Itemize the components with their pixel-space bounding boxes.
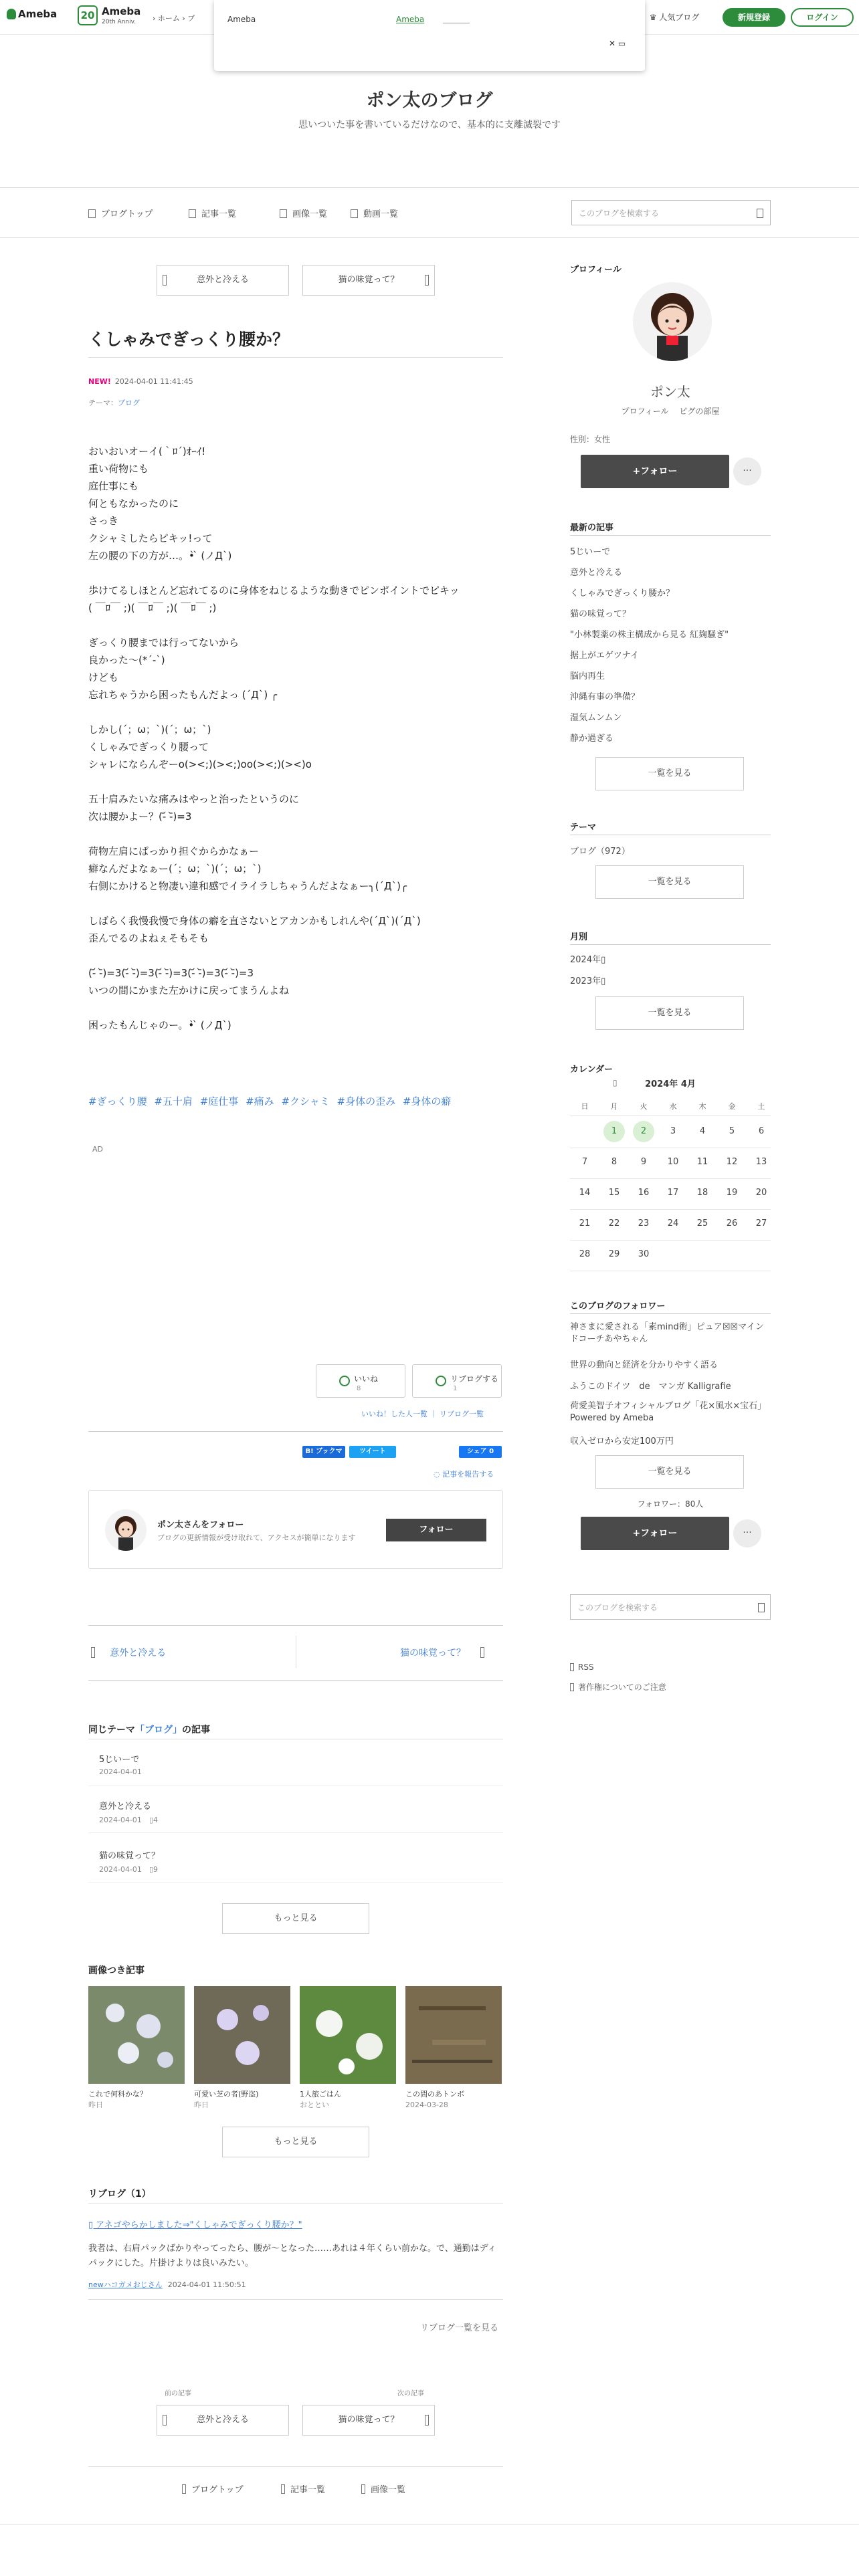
- profile-links: [570, 405, 771, 417]
- divider: [88, 1431, 503, 1432]
- hashtag[interactable]: #ぎっくり腰: [88, 1095, 147, 1107]
- hashtag[interactable]: #五十肩: [154, 1095, 193, 1107]
- reblog-heading: リブログ（1）: [88, 2189, 151, 2199]
- article-thumbnail[interactable]: [88, 1986, 185, 2084]
- theme-see-all-button[interactable]: 一覧を見る: [595, 865, 744, 899]
- same-theme-heading: 同じテーマ「ブログ」の記事: [88, 1725, 210, 1735]
- article-thumbnail[interactable]: [194, 1986, 290, 2084]
- calendar-weekday: 月: [610, 1102, 618, 1111]
- popup-label: Ameba: [227, 15, 256, 24]
- crown-icon: ♛: [649, 13, 660, 22]
- chevron-right-icon: [425, 2415, 429, 2426]
- like-button[interactable]: いいね 8: [316, 1364, 405, 1398]
- following-heading: このブログのフォロワー: [570, 1301, 666, 1311]
- bottom-nav-article-list[interactable]: 記事一覧: [281, 2482, 325, 2495]
- theme-item[interactable]: ブログ（972）: [570, 847, 630, 857]
- avatar[interactable]: [105, 1509, 147, 1551]
- thumbnail-caption[interactable]: この間のあトンボ 2024-03-28: [405, 2090, 464, 2109]
- divider: [88, 2203, 503, 2204]
- following-blog[interactable]: 荷愛美智子オフィシャルブログ「花×風水×宝石」Powered by Ameba: [570, 1401, 767, 1423]
- divider: [570, 1178, 771, 1179]
- expand-icon: ▯: [601, 976, 606, 986]
- comment-icon: ▯: [149, 1816, 153, 1824]
- follow-box-title: ポン太さんをフォロー: [157, 1520, 244, 1530]
- nav-video-list[interactable]: 動画一覧: [351, 207, 398, 219]
- anniversary-badge-icon: 20: [78, 5, 98, 25]
- document-icon: [570, 1683, 574, 1691]
- reblog-count: 1: [453, 1385, 458, 1392]
- search-icon[interactable]: [757, 209, 763, 218]
- article-body: おいおいオーイ(｀ﾛ´)ｵｰｲ! 重い荷物にも 庭仕事にも 何ともなかったのに さっき クシャミしたらピキッ!って 左の腰の下の方が…。•̀ ̀ (ノД`) 歩けてるしほとんど忘れてるのに身体をねじるような動きでピンポイントでピキッ ( ￣ﾛ￣ ;)( ￣ﾛ￣ ;)( ￣ﾛ￣ ;) ぎっくり腰までは行ってないから 良かった〜(*´-`) けども 忘れちゃうから困ったもんだよっ (´Д`) ╭ しかし(´；ω；`)(´；ω；`) くしゃみでぎっくり腰って シャレにならんぞーo(><;)(><;)oo(><;)(><)o 五十肩みたいな痛みはやっと治ったというのに 次は腰かよー？(-᷄ -᷅)=3 荷物左肩にばっかり担ぐからかなぁー 癖なんだよなぁー(´；ω；`)(´；ω；`) 右側にかけると物凄い違和感でイライラしちゃうんだよなぁー╮(´Д`)╭ しばらく我慢我慢で身体の癖を直さないとアカンかもしれんや(´Д`)(´Д`) 歪んでるのよねぇそもそも (-᷄ -᷅)=3(-᷄ -᷅)=3(-᷄ -᷅)=3(-᷄ -᷅)=3(-᷄ -᷅)=3 いつの間にかまた左かけに戻ってまうんよね 困ったもんじゃのー。•̀ ̀ (ノД`): [88, 445, 460, 1031]
- liked-list-link[interactable]: いいね！した人一覧: [361, 1410, 427, 1418]
- image-icon: [361, 2484, 365, 2494]
- following-blog[interactable]: 世界の動向と経済を分かりやすく語る: [570, 1360, 719, 1370]
- next-article-link[interactable]: 猫の味覚って？: [400, 1626, 484, 1680]
- calendar-day: 12: [726, 1157, 738, 1167]
- calendar-heading: カレンダー: [570, 1065, 613, 1075]
- chevron-left-icon: [163, 2415, 167, 2426]
- frog-icon: [7, 9, 16, 19]
- calendar-day: 21: [579, 1218, 591, 1228]
- ad-label: AD: [92, 1145, 103, 1154]
- like-count: 8: [357, 1385, 361, 1392]
- calendar-day: 25: [696, 1218, 708, 1228]
- divider: [88, 2299, 503, 2300]
- home-icon: [88, 209, 96, 218]
- hashtag[interactable]: #クシャミ: [281, 1095, 330, 1107]
- calendar-weekday: 水: [669, 1102, 677, 1111]
- calendar-day: 15: [608, 1188, 620, 1198]
- divider: [570, 1115, 771, 1116]
- image-icon: [280, 209, 287, 218]
- footer-divider: [0, 2524, 859, 2525]
- copyright-link[interactable]: 著作権についてのご注意: [570, 1681, 666, 1693]
- same-theme-item[interactable]: 猫の味覚って？ 2024-04-01 ▯9: [99, 1851, 161, 1874]
- reblog-list-link[interactable]: リブログ一覧を見る: [420, 2323, 499, 2333]
- reblog-icon: [436, 1376, 446, 1386]
- same-theme-item[interactable]: 意外と冷える 2024-04-01 ▯4: [99, 1802, 158, 1824]
- theme-heading: テーマ: [570, 823, 597, 833]
- pig-room-link[interactable]: ピグの部屋: [679, 407, 720, 416]
- recent-article[interactable]: くしゃみでぎっくり腰か？: [570, 588, 675, 599]
- blog-search-input[interactable]: このブログを検索する: [571, 200, 771, 225]
- video-icon: [351, 209, 358, 218]
- calendar-weekday: 火: [640, 1102, 648, 1111]
- reblog-link[interactable]: ▯ アネゴやらかしました⇒"くしゃみでぎっくり腰か？": [88, 2220, 302, 2230]
- register-button[interactable]: 新規登録: [723, 8, 785, 27]
- following-blog[interactable]: ふうこのドイツ de マンガ Kalligrafie: [570, 1382, 731, 1392]
- thumbnail-caption[interactable]: 1人旅ごはん おととい: [300, 2090, 341, 2109]
- article-theme: テーマ：ブログ: [88, 399, 140, 407]
- calendar-day: 22: [608, 1218, 620, 1228]
- calendar-day: 18: [696, 1188, 708, 1198]
- prev-article-link[interactable]: 意外と冷える: [91, 1626, 166, 1680]
- follow-box: [88, 1490, 503, 1569]
- image-articles-heading: 画像つき記事: [88, 1965, 145, 1976]
- breadcrumb[interactable]: › ホーム › ブ: [153, 14, 195, 23]
- nav-image-list[interactable]: 画像一覧: [280, 207, 327, 219]
- thumbnail-caption[interactable]: これで何科かな？ 昨日: [88, 2090, 147, 2109]
- search-icon[interactable]: [758, 1603, 765, 1612]
- divider: [88, 1832, 503, 1833]
- calendar-day: 14: [579, 1188, 591, 1198]
- month-item[interactable]: 2023年▯: [570, 976, 606, 986]
- calendar-day: 28: [579, 1249, 591, 1259]
- chevron-right-icon: [480, 1647, 484, 1658]
- calendar-weekday: 日: [581, 1102, 589, 1111]
- next-label: 次の記事: [397, 2390, 424, 2397]
- tweet-button[interactable]: ツイート: [349, 1446, 396, 1458]
- calendar-day[interactable]: 2: [633, 1121, 654, 1142]
- divider: [88, 357, 503, 358]
- calendar-day: 3: [670, 1126, 676, 1136]
- calendar-day: 19: [726, 1188, 738, 1198]
- reblog-author: newハコガメおじさん 2024-04-01 11:50:51: [88, 2280, 246, 2289]
- profile-avatar[interactable]: [633, 282, 712, 361]
- recent-article[interactable]: 猫の味覚って？: [570, 609, 632, 619]
- calendar-day: 6: [758, 1126, 765, 1136]
- recent-article[interactable]: 5じいーで: [570, 547, 611, 557]
- bottom-nav-image-list[interactable]: 画像一覧: [361, 2482, 405, 2495]
- divider: [88, 1882, 503, 1883]
- login-button[interactable]: ログイン: [791, 8, 854, 27]
- monthly-see-all-button[interactable]: 一覧を見る: [595, 996, 744, 1030]
- divider: [570, 535, 771, 536]
- next-article-button-top[interactable]: 猫の味覚って？: [302, 265, 435, 296]
- like-icon: [339, 1376, 350, 1386]
- follow-button[interactable]: フォロー: [386, 1519, 486, 1541]
- popular-blog-link[interactable]: ♛ 人気ブログ: [649, 13, 700, 22]
- blog-title[interactable]: ポン太のブログ: [366, 90, 493, 111]
- divider: [570, 1240, 771, 1241]
- profile-sex: 性別：女性: [570, 435, 611, 444]
- calendar-day: 29: [608, 1249, 620, 1259]
- calendar-day: 24: [667, 1218, 679, 1228]
- same-theme-more-button[interactable]: もっと見る: [222, 1903, 369, 1934]
- reblog-icon: ▯: [88, 2220, 96, 2230]
- sidebar-follow-button[interactable]: +フォロー: [581, 455, 729, 488]
- hashtag[interactable]: #庭仕事: [199, 1095, 239, 1107]
- hashtag[interactable]: #痛み: [246, 1095, 274, 1107]
- comment-icon: ▯: [149, 1865, 153, 1874]
- image-articles-more-button[interactable]: もっと見る: [222, 2127, 369, 2157]
- ameba-logo[interactable]: Ameba: [7, 8, 57, 20]
- nav-blog-top[interactable]: ブログトップ: [88, 207, 153, 219]
- article-thumbnail[interactable]: [300, 1986, 396, 2084]
- sidebar-follow-button-2[interactable]: +フォロー: [581, 1517, 729, 1550]
- calendar-day: 26: [726, 1218, 738, 1228]
- theme-link[interactable]: ブログ: [118, 399, 140, 407]
- month-item[interactable]: 2024年▯: [570, 955, 606, 965]
- nav-article-list[interactable]: 記事一覧: [189, 207, 236, 219]
- hashtag-list: [88, 1094, 451, 1108]
- article-title[interactable]: くしゃみでぎっくり腰か？: [88, 330, 290, 349]
- calendar-day: 13: [755, 1157, 767, 1167]
- recent-article[interactable]: 沖縄有事の準備？: [570, 692, 640, 702]
- facebook-share-button[interactable]: シェア 0: [459, 1446, 502, 1458]
- follow-box-desc: ブログの更新情報が受け取れて、アクセスが簡単になります: [157, 1533, 356, 1542]
- article-thumbnail[interactable]: [405, 1986, 502, 2084]
- calendar-day: 9: [640, 1157, 647, 1167]
- prev-label: 前の記事: [165, 2390, 191, 2397]
- sidebar-search-input[interactable]: このブログを検索する: [570, 1594, 771, 1620]
- calendar-day: 4: [699, 1126, 706, 1136]
- monthly-heading: 月別: [570, 932, 588, 942]
- hashtag[interactable]: #身体の癖: [402, 1095, 452, 1107]
- blog-nav: [0, 187, 859, 238]
- anniversary-logo[interactable]: 20 Ameba 20th Anniv.: [78, 4, 141, 28]
- calendar-weekday: 金: [728, 1102, 736, 1111]
- calendar-day: 8: [611, 1157, 617, 1167]
- follower-count: フォロワー：80人: [637, 1499, 704, 1509]
- recent-article[interactable]: 据上がエゲツナイ: [570, 651, 639, 661]
- recent-article[interactable]: 静か過ぎる: [570, 734, 614, 744]
- blog-description: 思いついた事を書いているだけなので、基本的に支離滅裂です: [298, 120, 561, 130]
- calendar-day: 5: [729, 1126, 735, 1136]
- new-badge: NEW!: [88, 377, 111, 386]
- next-article-button-bottom[interactable]: 猫の味覚って？: [302, 2405, 435, 2436]
- expand-icon: ▯: [601, 955, 606, 965]
- recent-article[interactable]: 意外と冷える: [570, 568, 623, 578]
- calendar-month: 2024年 4月: [645, 1079, 696, 1089]
- following-blog[interactable]: 収入ゼロから安定100万円: [570, 1436, 674, 1446]
- like-links: いいね！した人一覧 ｜ リブログ一覧: [361, 1410, 484, 1418]
- article-date: NEW! 2024-04-01 11:41:45: [88, 377, 193, 386]
- reblog-button[interactable]: リブログする 1: [412, 1364, 502, 1398]
- recent-article[interactable]: 湿気ムンムン: [570, 713, 622, 723]
- profile-name[interactable]: ポン太: [650, 384, 690, 400]
- list-icon: [281, 2484, 285, 2494]
- prev-article-button-bottom[interactable]: 意外と冷える: [157, 2405, 289, 2436]
- more-options-button-2[interactable]: ···: [733, 1519, 761, 1547]
- hashtag[interactable]: #身体の歪み: [337, 1095, 396, 1107]
- report-link[interactable]: ◌ 記事を報告する: [434, 1470, 494, 1479]
- calendar-day: 11: [696, 1157, 708, 1167]
- hatena-bookmark-button[interactable]: B! ブックマーク 0: [302, 1446, 345, 1458]
- calendar-weekday: 木: [698, 1102, 706, 1111]
- calendar-prev-icon[interactable]: ▯: [613, 1078, 617, 1087]
- calendar-day: 20: [755, 1188, 767, 1198]
- calendar-day: 16: [638, 1188, 650, 1198]
- reblog-list-link[interactable]: リブログ一覧: [440, 1410, 484, 1418]
- recent-heading: 最新の記事: [570, 523, 614, 533]
- more-options-button[interactable]: ···: [733, 457, 761, 486]
- calendar-day: 27: [755, 1218, 767, 1228]
- recent-see-all-button[interactable]: 一覧を見る: [595, 757, 744, 790]
- divider: [88, 1625, 503, 1626]
- following-blog[interactable]: 神さまに愛される「素mind術」ピュア☒☒マインドコーチあやちゃん: [570, 1322, 764, 1344]
- recent-article[interactable]: "小林製薬の株主構成から見る 紅麹騒ぎ": [570, 630, 729, 640]
- profile-link[interactable]: プロフィール: [621, 407, 669, 416]
- comment-icon: ◌: [434, 1470, 443, 1479]
- profile-heading: プロフィール: [570, 265, 622, 275]
- popup-close-button[interactable]: ✕ ▭: [609, 39, 626, 48]
- chevron-right-icon: [425, 275, 429, 286]
- divider: [570, 1313, 771, 1314]
- calendar-day: 10: [667, 1157, 679, 1167]
- rss-link[interactable]: RSS: [570, 1662, 594, 1672]
- calendar-day: 30: [638, 1249, 650, 1259]
- same-theme-item[interactable]: 5じいーで 2024-04-01: [99, 1755, 142, 1776]
- prev-article-button-top[interactable]: 意外と冷える: [157, 265, 289, 296]
- calendar-day[interactable]: 1: [603, 1121, 625, 1142]
- rss-icon: [570, 1663, 574, 1671]
- home-icon: [182, 2484, 186, 2494]
- divider: [570, 944, 771, 945]
- chevron-left-icon: [163, 275, 167, 286]
- calendar-day: 7: [581, 1157, 588, 1167]
- divider: [88, 2466, 503, 2467]
- list-icon: [189, 209, 196, 218]
- header-popup: [214, 0, 645, 71]
- chevron-left-icon: [91, 1647, 95, 1658]
- reblog-excerpt: 我者は、右肩パックばかりやってったら、腰が〜となった……あれは４年くらい前かな。で、通勤はディパックにした。片掛けよりは良いみたい。: [88, 2244, 496, 2268]
- calendar-day: 23: [638, 1218, 650, 1228]
- thumbnail-caption[interactable]: 可愛い芝の者(野盗) 昨日: [194, 2090, 259, 2109]
- divider: [570, 1209, 771, 1210]
- popup-link[interactable]: Ameba: [396, 15, 425, 24]
- divider: [88, 1680, 503, 1681]
- following-see-all-button[interactable]: 一覧を見る: [595, 1455, 744, 1489]
- recent-article[interactable]: 脳内再生: [570, 671, 605, 681]
- calendar-weekday: 土: [757, 1102, 765, 1111]
- calendar-day: 17: [667, 1188, 679, 1198]
- bottom-nav-blog-top[interactable]: ブログトップ: [182, 2482, 244, 2495]
